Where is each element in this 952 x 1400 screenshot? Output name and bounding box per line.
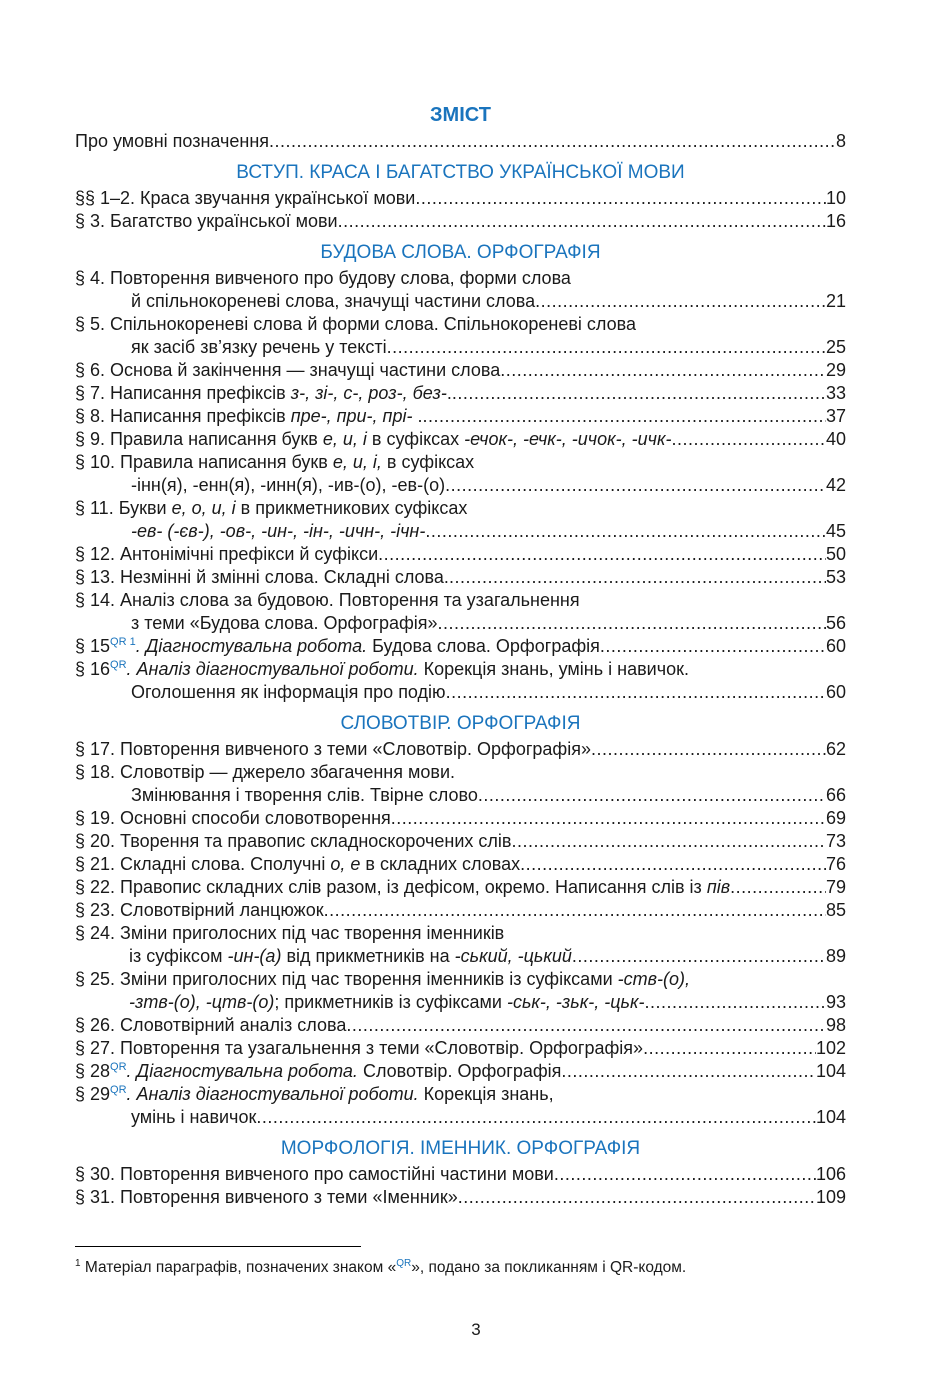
qr-marker: QR bbox=[396, 1258, 412, 1269]
toc-entry-27[interactable]: § 27. Повторення та узагальнення з теми «Словотвір. Орфографія» ..... 102 bbox=[75, 1037, 846, 1060]
toc-title: ЗМІСТ bbox=[430, 104, 491, 126]
page-ref: 60 bbox=[825, 636, 846, 656]
page-ref: 98 bbox=[825, 1015, 846, 1035]
toc-entry-14[interactable]: § 14. Аналіз слова за будовою. Повторення та узагальнення з теми «Будова слова. Орфографія» ..... 56 bbox=[75, 589, 846, 635]
qr-marker: QR bbox=[110, 1084, 127, 1096]
page-ref: 60 bbox=[825, 682, 846, 702]
section-heading-morphology: МОРФОЛОГІЯ. ІМЕННИК. ОРФОГРАФІЯ bbox=[280, 1138, 641, 1159]
toc-entry-10[interactable]: § 10. Правила написання букв е, и, і, в суфіксах -інн(я), -енн(я), -инн(я), -ив-(о), -ев-(о) ..... 42 bbox=[75, 451, 846, 497]
page-ref: 29 bbox=[825, 360, 846, 380]
toc-entry-18[interactable]: § 18. Словотвір — джерело збагачення мови. Змінювання і творення слів. Твірне слово ..... 66 bbox=[75, 761, 846, 807]
page-ref: 106 bbox=[815, 1164, 846, 1184]
toc-entry-intro[interactable]: Про умовні позначення ..... 8 bbox=[75, 130, 846, 153]
toc-entry-16[interactable]: § $16^{QR}$. Аналіз діагностувальної роботи. Корекція знань, умінь і навичок. Оголошення як інформація про подію ..... 60 bbox=[75, 658, 846, 704]
toc-entry-21[interactable]: § 21. Складні слова. Сполучні о, е в складних словах ..... 76 bbox=[75, 853, 846, 876]
toc-entry-5[interactable]: § 5. Спільнокореневі слова й форми слова. Спільнокореневі слова як засіб зв’язку речень у тексті ..... 25 bbox=[75, 313, 846, 359]
page-ref: 104 bbox=[815, 1107, 846, 1127]
page-ref: 8 bbox=[835, 131, 846, 151]
footnote-divider bbox=[75, 1246, 361, 1247]
toc-entry-24[interactable]: § 24. Зміни приголосних під час творення іменників із суфіксом -ин-(а) від прикметників на -ський, -цький ..... 89 bbox=[75, 922, 846, 968]
page-ref: 50 bbox=[825, 544, 846, 564]
page-ref: 109 bbox=[815, 1187, 846, 1207]
toc-entry-22[interactable]: § 22. Правопис складних слів разом, із дефісом, окремо. Написання слів із пів ..... 79 bbox=[75, 876, 846, 899]
toc-entry-17[interactable]: § 17. Повторення вивченого з теми «Словотвір. Орфографія» ..... 62 bbox=[75, 738, 846, 761]
toc-entry-3[interactable]: § 3. Багатство української мови ..... 16 bbox=[75, 210, 846, 233]
qr-marker: QR 1 bbox=[110, 636, 136, 648]
table-of-contents bbox=[75, 100, 846, 1209]
page-ref: 76 bbox=[825, 854, 846, 874]
toc-entry-31[interactable]: § 31. Повторення вивченого з теми «Іменник» ..... 109 bbox=[75, 1186, 846, 1209]
toc-entry-12[interactable]: § 12. Антонімічні префікси й суфікси ..... 50 bbox=[75, 543, 846, 566]
toc-entry-25[interactable]: § 25. Зміни приголосних під час творення іменників із суфіксами -ств-(о), -зтв-(о), -цтв-(о); прикметників із суфіксами -ськ-, -зьк-, -цьк- ..... 93 bbox=[75, 968, 846, 1014]
toc-entry-30[interactable]: § 30. Повторення вивченого про самостійні частини мови ..... 106 bbox=[75, 1163, 846, 1186]
page-ref: 69 bbox=[825, 808, 846, 828]
toc-entry-23[interactable]: § 23. Словотвірний ланцюжок ..... 85 bbox=[75, 899, 846, 922]
page-ref: 16 bbox=[825, 211, 846, 231]
toc-entry-26[interactable]: § 26. Словотвірний аналіз слова ..... 98 bbox=[75, 1014, 846, 1037]
section-heading-word-structure: БУДОВА СЛОВА. ОРФОГРАФІЯ bbox=[320, 242, 601, 263]
toc-entry-6[interactable]: § 6. Основа й закінчення — значущі частини слова ..... 29 bbox=[75, 359, 846, 382]
page-ref: 37 bbox=[825, 406, 846, 426]
page-ref: 89 bbox=[825, 946, 846, 966]
page-ref: 42 bbox=[825, 475, 846, 495]
toc-entry-8[interactable]: § 8. Написання префіксів пре-, при-, прі- . ..... 37 bbox=[75, 405, 846, 428]
section-heading-word-formation: СЛОВОТВІР. ОРФОГРАФІЯ bbox=[340, 713, 581, 734]
page-ref: 53 bbox=[825, 567, 846, 587]
qr-marker: QR bbox=[110, 1061, 127, 1073]
page-ref: 40 bbox=[825, 429, 846, 449]
toc-entry-7[interactable]: § 7. Написання префіксів з-, зі-, с-, роз-, без-. ..... 33 bbox=[75, 382, 846, 405]
toc-entry-28[interactable]: § $28^{QR}$. Діагностувальна робота. Словотвір. Орфографія ..... 104 bbox=[75, 1060, 846, 1083]
page-ref: 25 bbox=[825, 337, 846, 357]
page-ref: 33 bbox=[825, 383, 846, 403]
page-ref: 45 bbox=[825, 521, 846, 541]
page-ref: 10 bbox=[825, 188, 846, 208]
toc-entry-9[interactable]: § 9. Правила написання букв е, и, і в суфіксах -ечок-, -ечк-, -ичок-, -ичк- ..... 40 bbox=[75, 428, 846, 451]
page-ref: 93 bbox=[825, 992, 846, 1012]
toc-entry-11[interactable]: § 11. Букви е, о, и, і в прикметникових суфіксах -ев- (-єв-), -ов-, -ин-, -ін-, -ичн-, -ічн- ..... 45 bbox=[75, 497, 846, 543]
footnote-number: 1 bbox=[75, 1258, 81, 1269]
page-ref: 66 bbox=[825, 785, 846, 805]
page-ref: 85 bbox=[825, 900, 846, 920]
toc-entry-4[interactable]: § 4. Повторення вивченого про будову слова, форми слова й спільнокореневі слова, значущі частини слова ..... 21 bbox=[75, 267, 846, 313]
page-ref: 62 bbox=[825, 739, 846, 759]
toc-entry-19[interactable]: § 19. Основні способи словотворення ..... 69 bbox=[75, 807, 846, 830]
section-heading-intro: ВСТУП. КРАСА І БАГАТСТВО УКРАЇНСЬКОЇ МОВИ bbox=[236, 162, 685, 183]
footnote: $^1$ Матеріал параграфів, позначених знаком «$^{QR}$», подано за покликанням і QR-кодом. bbox=[75, 1258, 687, 1276]
toc-entry-15[interactable]: § $15^{QR 1}$. Діагностувальна робота. Будова слова. Орфографія ..... 60 bbox=[75, 635, 846, 658]
qr-marker: QR bbox=[110, 659, 127, 671]
page-ref: 79 bbox=[825, 877, 846, 897]
toc-entry-1-2[interactable]: §§ 1–2. Краса звучання української мови ..... 10 bbox=[75, 187, 846, 210]
page-ref: 56 bbox=[825, 613, 846, 633]
page-number: 3 bbox=[471, 1320, 481, 1339]
page-ref: 21 bbox=[825, 291, 846, 311]
toc-entry-13[interactable]: § 13. Незмінні й змінні слова. Складні слова. ..... 53 bbox=[75, 566, 846, 589]
page-ref: 104 bbox=[815, 1061, 846, 1081]
toc-entry-29[interactable]: § $29^{QR}$. Аналіз діагностувальної роботи. Корекція знань, умінь і навичок ..... 104 bbox=[75, 1083, 846, 1129]
toc-entry-20[interactable]: § 20. Творення та правопис складноскорочених слів ..... 73 bbox=[75, 830, 846, 853]
page-ref: 102 bbox=[815, 1038, 846, 1058]
page-ref: 73 bbox=[825, 831, 846, 851]
